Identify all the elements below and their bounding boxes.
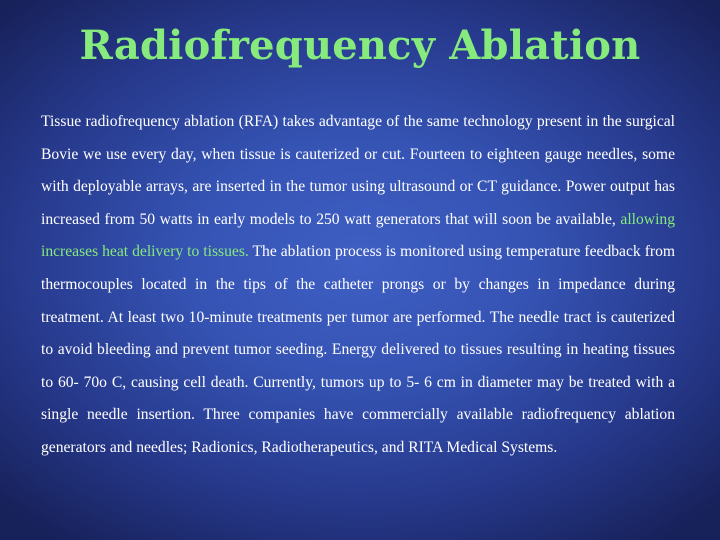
slide-title: Radiofrequency Ablation: [79, 22, 641, 69]
body-paragraph: [41, 106, 675, 465]
highlighted-phrase: allowing increases heat delivery to tissues.: [41, 210, 675, 261]
body-text-after-highlight: The ablation process is monitored using temperature feedback from thermocouples located in the tips of the catheter prongs or by changes in impedance during treatment. At least two 10-minute treatments per tumor are performed. The needle tract is cauterized to avoid bleeding and prevent tumor seeding. Energy delivered to tissues resulting in heating tissues to 60- 70o C, causing cell death. Currently, tumors up to 5- 6 cm in diameter may be treated with a single needle insertion. Three companies have commercially available radiofrequency ablation generators and needles; Radionics, Radiotherapeutics, and RITA Medical Systems.: [41, 243, 676, 456]
body-text-before-highlight: Tissue radiofrequency ablation (RFA) takes advantage of the same technology present in the surgical Bovie we use every day, when tissue is cauterized or cut. Fourteen to eighteen gauge needles, some with deployable arrays, are inserted in the tumor using ultrasound or CT guidance. Power output has increased from 50 watts in early models to 250 watt generators that will soon be available,: [41, 113, 675, 228]
